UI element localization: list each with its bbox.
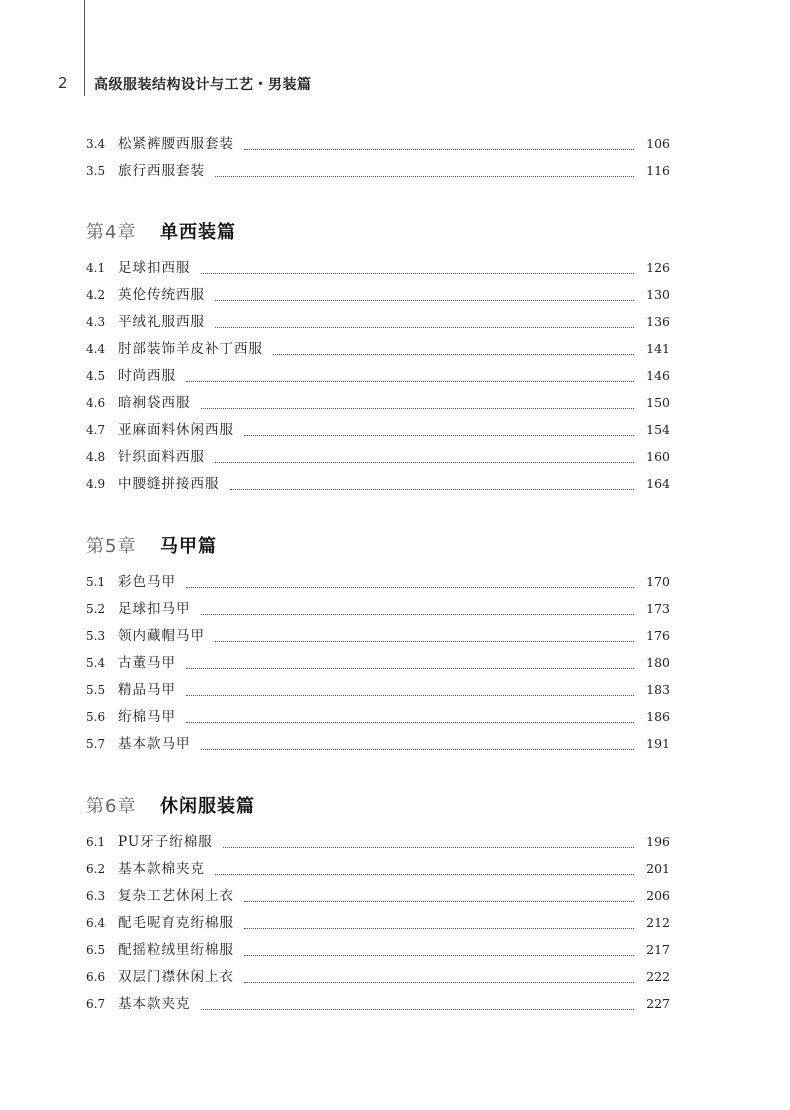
toc-entry-number: 4.4 (86, 342, 106, 356)
toc-entry-title: 亚麻面料休闲西服 (118, 422, 234, 438)
dot-leader (201, 272, 635, 274)
toc-entry-title: 基本款夹克 (118, 996, 191, 1012)
toc-entry-title: 基本款马甲 (118, 736, 191, 752)
toc-entry-number: 4.6 (86, 396, 106, 410)
dot-leader (273, 353, 634, 355)
toc-entry[interactable] (86, 310, 670, 337)
toc-continued (86, 132, 670, 186)
toc-entry-title: 足球扣马甲 (118, 601, 191, 617)
chapter-heading (86, 532, 670, 558)
toc-entry[interactable] (86, 732, 670, 759)
chapter-heading (86, 792, 670, 818)
toc-entry-page: 191 (646, 736, 670, 751)
toc-entry-number: 4.9 (86, 477, 106, 491)
toc-entry[interactable] (86, 337, 670, 364)
toc-entry-number: 5.7 (86, 737, 106, 751)
dot-leader (215, 640, 634, 642)
toc-entry[interactable] (86, 705, 670, 732)
toc-entry[interactable] (86, 445, 670, 472)
toc-entry-title: 彩色马甲 (118, 574, 176, 590)
toc-entry[interactable] (86, 472, 670, 499)
toc-entry[interactable] (86, 570, 670, 597)
dot-leader (186, 380, 634, 382)
dot-leader (186, 667, 634, 669)
toc-entry-page: 196 (646, 834, 670, 849)
gutter-rule (84, 0, 85, 96)
chapter-label: 第6章 (86, 796, 137, 817)
toc-entry-number: 3.4 (86, 137, 106, 151)
toc-entry-number: 4.8 (86, 450, 106, 464)
toc-entry-title: 基本款棉夹克 (118, 861, 205, 877)
toc-entry[interactable] (86, 597, 670, 624)
chapter-6-section (86, 792, 670, 1019)
toc-entry-page: 180 (646, 655, 670, 670)
toc-entry-page: 146 (646, 368, 670, 383)
toc-entry-page: 160 (646, 449, 670, 464)
toc-entry-title: 针织面料西服 (118, 449, 205, 465)
dot-leader (201, 748, 635, 750)
toc-entry-title: 领内藏帽马甲 (118, 628, 205, 644)
dot-leader (186, 694, 634, 696)
toc-entry[interactable] (86, 965, 670, 992)
dot-leader (244, 148, 634, 150)
toc-entry[interactable] (86, 938, 670, 965)
toc-entry[interactable] (86, 624, 670, 651)
toc-entry-title: 足球扣西服 (118, 260, 191, 276)
toc-entry-number: 5.6 (86, 710, 106, 724)
dot-leader (201, 1008, 635, 1010)
toc-entry-page: 154 (646, 422, 670, 437)
dot-leader (201, 407, 635, 409)
dot-leader (215, 299, 634, 301)
toc-entry-number: 5.1 (86, 575, 106, 589)
dot-leader (223, 846, 634, 848)
toc-entry-page: 176 (646, 628, 670, 643)
toc-entry[interactable] (86, 911, 670, 938)
dot-leader (215, 175, 634, 177)
running-title: 高级服装结构设计与工艺・男装篇 (94, 77, 312, 93)
toc-entry[interactable] (86, 256, 670, 283)
toc-entry-number: 6.4 (86, 916, 106, 930)
toc-entry-page: 217 (646, 942, 670, 957)
toc-entry-number: 4.3 (86, 315, 106, 329)
toc-entry-title: 平绒礼服西服 (118, 314, 205, 330)
chapter-label: 第4章 (86, 222, 137, 243)
toc-entry[interactable] (86, 391, 670, 418)
dot-leader (215, 326, 634, 328)
toc-entry-title: 中腰缝拼接西服 (118, 476, 220, 492)
toc-entry-title: 复杂工艺休闲上衣 (118, 888, 234, 904)
toc-entry-number: 5.4 (86, 656, 106, 670)
toc-entry-title: 精品马甲 (118, 682, 176, 698)
toc-entry-title: 松紧裤腰西服套装 (118, 136, 234, 152)
dot-leader (215, 461, 634, 463)
toc-entry-number: 4.2 (86, 288, 106, 302)
toc-entry-title: 肘部装饰羊皮补丁西服 (118, 341, 263, 357)
toc-entry-page: 170 (646, 574, 670, 589)
toc-entry[interactable] (86, 678, 670, 705)
dot-leader (244, 981, 634, 983)
toc-entry-number: 6.3 (86, 889, 106, 903)
toc-entry-page: 164 (646, 476, 670, 491)
toc-entry-title: 配毛呢育克绗棉服 (118, 915, 234, 931)
dot-leader (244, 927, 634, 929)
toc-entry-title: 旅行西服套装 (118, 163, 205, 179)
toc-entry[interactable] (86, 830, 670, 857)
toc-entry-number: 5.3 (86, 629, 106, 643)
toc-entry-number: 6.1 (86, 835, 106, 849)
toc-entry[interactable] (86, 418, 670, 445)
chapter-4-section (86, 218, 670, 499)
toc-entry-number: 5.5 (86, 683, 106, 697)
toc-entry-title: 绗棉马甲 (118, 709, 176, 725)
chapter-heading (86, 218, 670, 244)
toc-entry-page: 212 (646, 915, 670, 930)
toc-entry-page: 227 (646, 996, 670, 1011)
toc-entry-number: 6.7 (86, 997, 106, 1011)
toc-entry[interactable] (86, 651, 670, 678)
toc-entry-page: 150 (646, 395, 670, 410)
dot-leader (201, 613, 635, 615)
toc-entry-page: 126 (646, 260, 670, 275)
toc-entry-number: 4.7 (86, 423, 106, 437)
toc-entry-number: 6.5 (86, 943, 106, 957)
dot-leader (186, 721, 634, 723)
toc-entry[interactable] (86, 364, 670, 391)
toc-entry-page: 116 (646, 163, 670, 178)
toc-entry-title: PU牙子绗棉服 (118, 834, 213, 850)
toc-entry[interactable] (86, 884, 670, 911)
toc-entry-title: 暗裥袋西服 (118, 395, 191, 411)
toc-entry-number: 6.2 (86, 862, 106, 876)
toc-entry-number: 3.5 (86, 164, 106, 178)
toc-entry-title: 古董马甲 (118, 655, 176, 671)
toc-entry-number: 5.2 (86, 602, 106, 616)
dot-leader (230, 488, 635, 490)
chapter-label: 第5章 (86, 536, 137, 557)
toc-entry[interactable] (86, 283, 670, 310)
toc-entry-number: 4.1 (86, 261, 106, 275)
dot-leader (186, 586, 634, 588)
chapter-5-section (86, 532, 670, 759)
toc-entry-number: 4.5 (86, 369, 106, 383)
toc-entry-page: 222 (646, 969, 670, 984)
dot-leader (244, 434, 634, 436)
toc-entry[interactable] (86, 992, 670, 1019)
toc-entry-title: 英伦传统西服 (118, 287, 205, 303)
toc-entry-page: 106 (646, 136, 670, 151)
toc-entry-page: 141 (646, 341, 670, 356)
toc-entry-title: 配摇粒绒里绗棉服 (118, 942, 234, 958)
toc-entry[interactable] (86, 132, 670, 159)
toc-entry-page: 173 (646, 601, 670, 616)
page-number: 2 (58, 74, 68, 92)
toc-entry[interactable] (86, 857, 670, 884)
chapter-title: 单西装篇 (160, 222, 236, 243)
chapter-title: 马甲篇 (160, 536, 217, 557)
toc-entry-number: 6.6 (86, 970, 106, 984)
dot-leader (215, 873, 634, 875)
dot-leader (244, 900, 634, 902)
chapter-title: 休闲服装篇 (160, 796, 255, 817)
toc-entry-page: 186 (646, 709, 670, 724)
dot-leader (244, 954, 634, 956)
toc-entry-page: 183 (646, 682, 670, 697)
toc-entry[interactable] (86, 159, 670, 186)
toc-entry-page: 130 (646, 287, 670, 302)
toc-entry-title: 双层门襟休闲上衣 (118, 969, 234, 985)
toc-entry-page: 201 (646, 861, 670, 876)
toc-entry-title: 时尚西服 (118, 368, 176, 384)
toc-entry-page: 206 (646, 888, 670, 903)
toc-entry-page: 136 (646, 314, 670, 329)
